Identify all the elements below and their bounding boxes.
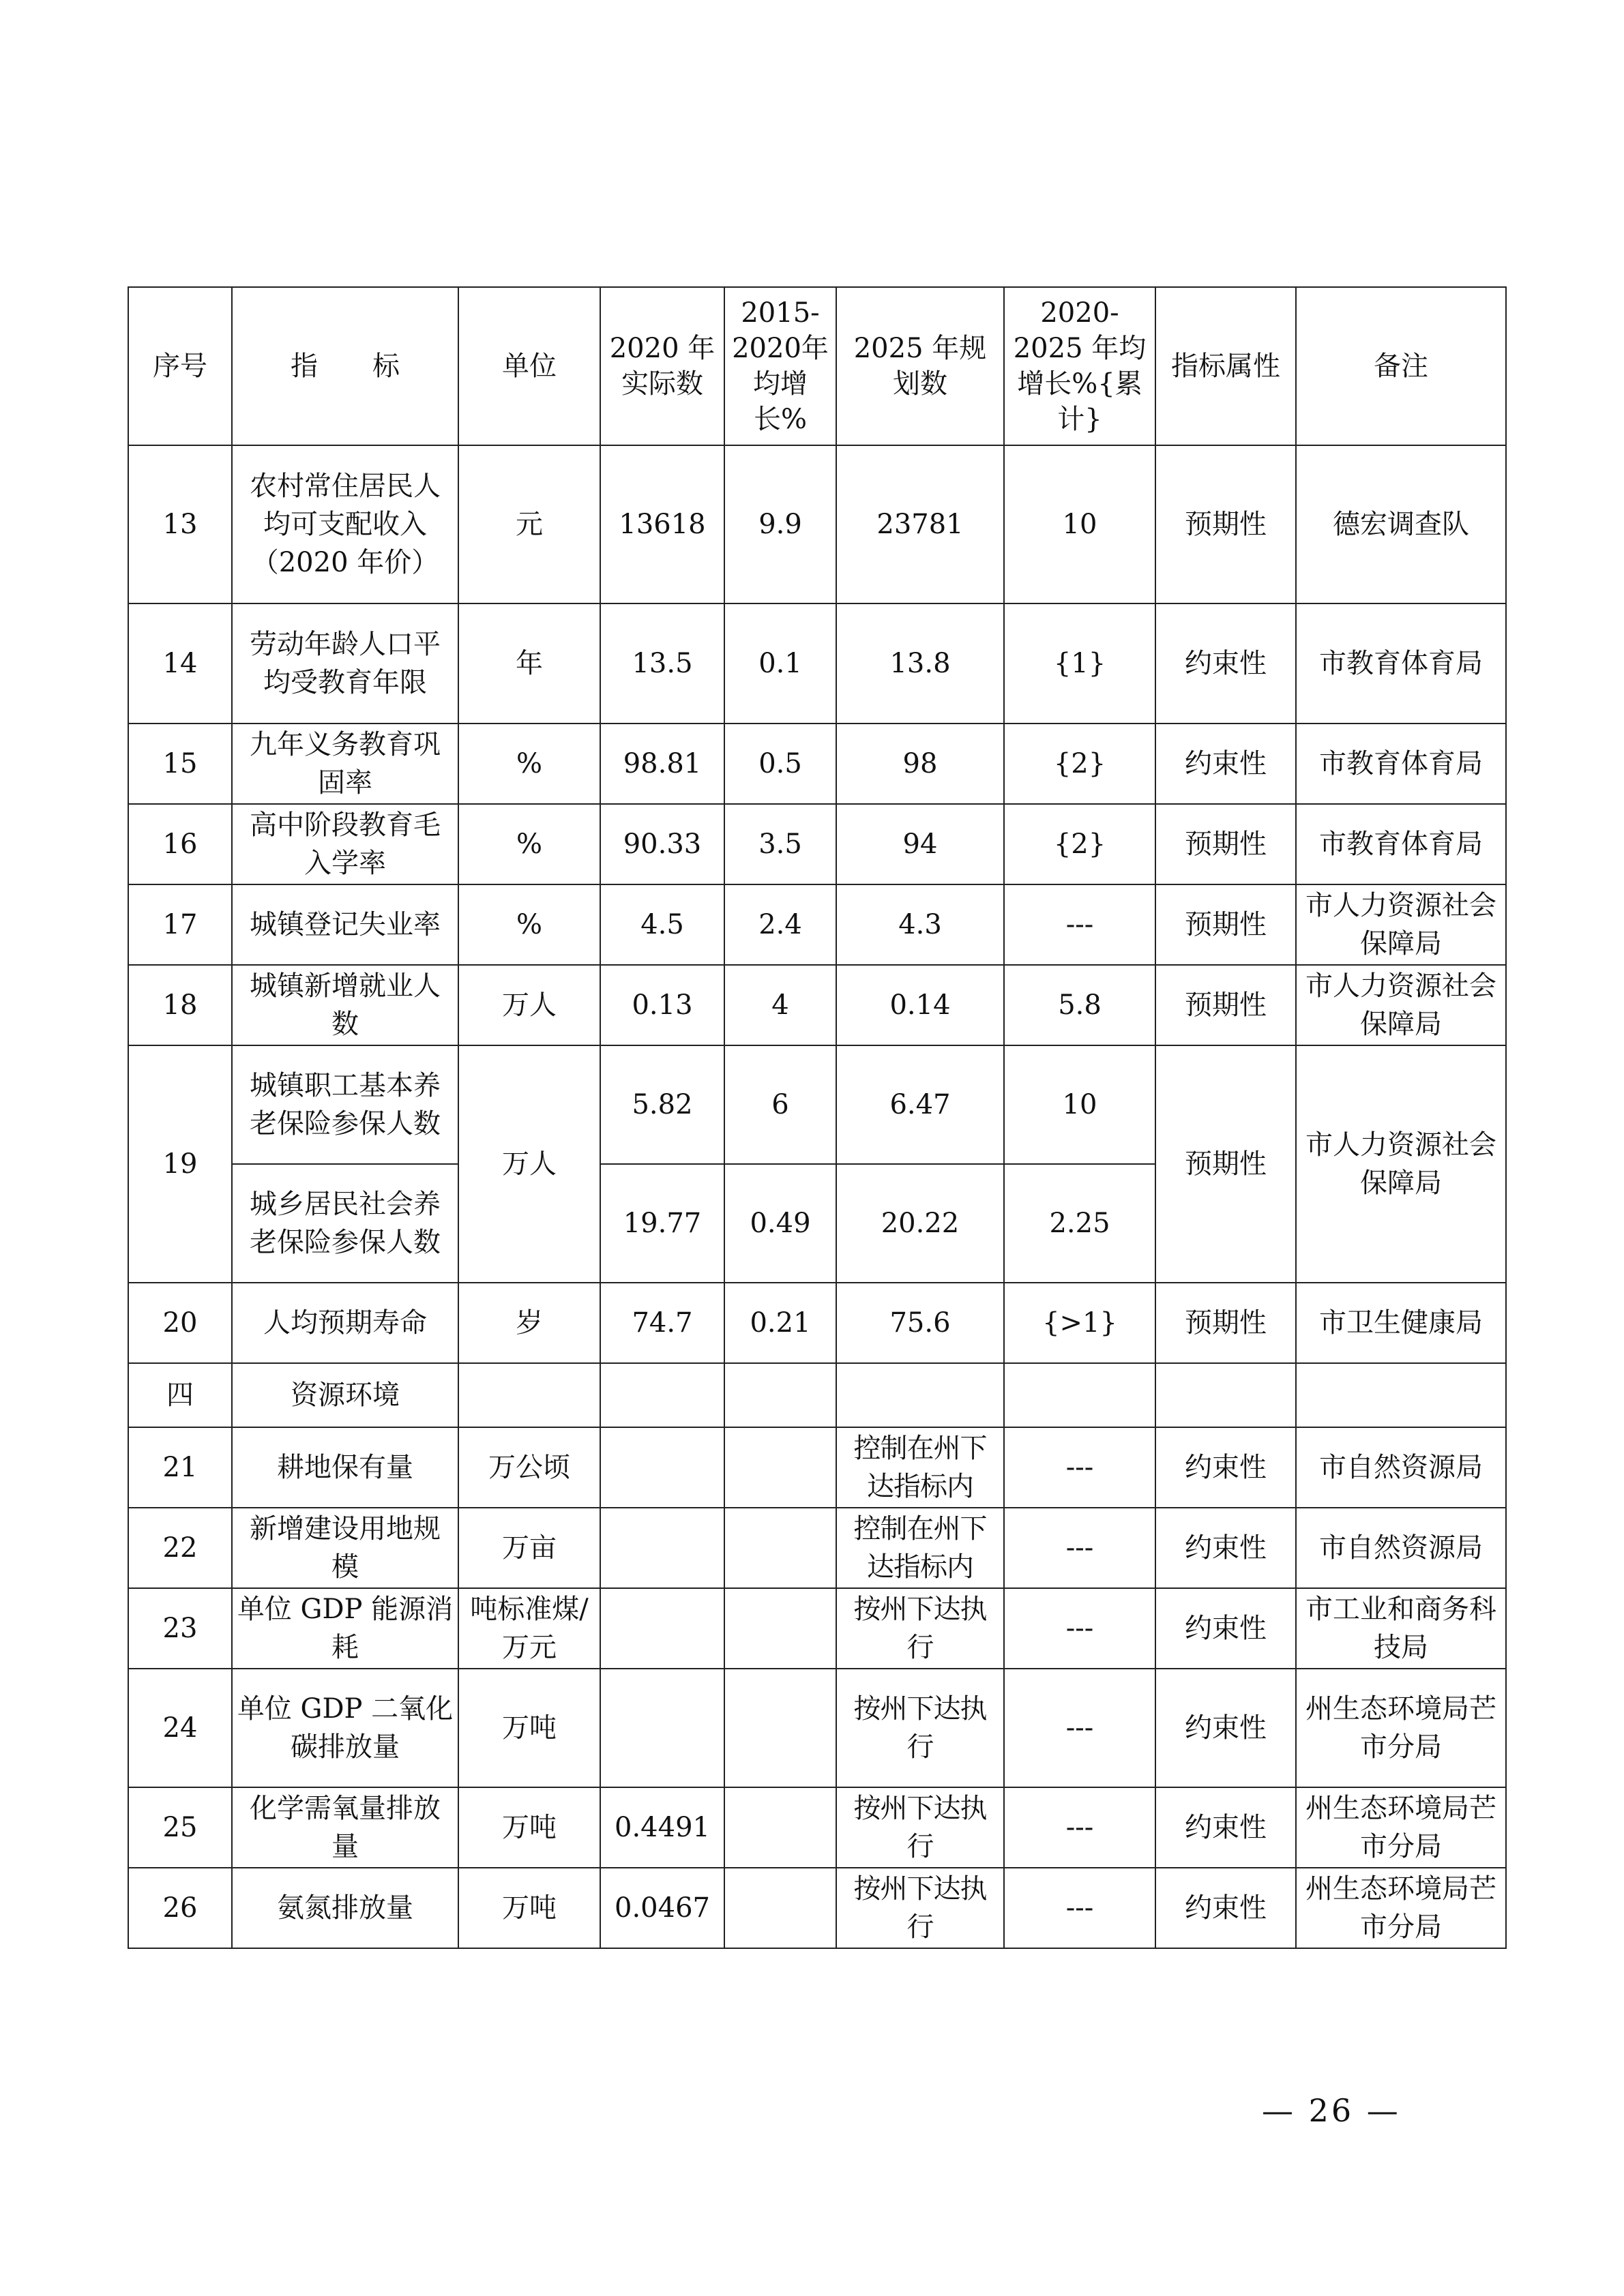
cell-note: 市人力资源社会保障局 (1296, 884, 1506, 965)
cell-note: 州生态环境局芒市分局 (1296, 1669, 1506, 1787)
cell-unit: 万吨 (458, 1787, 600, 1868)
cell-actual: 0.0467 (600, 1868, 724, 1948)
cell-attribute: 预期性 (1155, 804, 1296, 884)
cell-indicator: 人均预期寿命 (232, 1283, 458, 1363)
cell-plan: 75.6 (836, 1283, 1004, 1363)
cell-growth: 0.49 (724, 1164, 836, 1283)
header-seq: 序号 (128, 287, 232, 445)
section-seq: 四 (128, 1363, 232, 1427)
cell-growth2: {2} (1004, 724, 1155, 804)
cell-note: 市自然资源局 (1296, 1508, 1506, 1588)
cell-growth (724, 1868, 836, 1948)
cell-seq: 13 (128, 445, 232, 603)
cell-attribute: 约束性 (1155, 1787, 1296, 1868)
cell-note: 市人力资源社会保障局 (1296, 965, 1506, 1045)
table-row (128, 1588, 1506, 1669)
cell-plan: 按州下达执行 (836, 1868, 1004, 1948)
cell-indicator: 单位 GDP 能源消耗 (232, 1588, 458, 1669)
cell-actual (600, 1669, 724, 1787)
cell-attribute: 预期性 (1155, 445, 1296, 603)
cell-unit: 万公顷 (458, 1427, 600, 1508)
cell-actual: 13.5 (600, 603, 724, 724)
cell-actual: 98.81 (600, 724, 724, 804)
header-actual-2020: 2020 年实际数 (600, 287, 724, 445)
cell-growth2: {>1} (1004, 1283, 1155, 1363)
table-row (128, 724, 1506, 804)
cell-seq: 15 (128, 724, 232, 804)
cell-plan: 98 (836, 724, 1004, 804)
cell-indicator: 单位 GDP 二氧化碳排放量 (232, 1669, 458, 1787)
cell-growth2: --- (1004, 1669, 1155, 1787)
cell-unit: 年 (458, 603, 600, 724)
cell-indicator: 九年义务教育巩固率 (232, 724, 458, 804)
cell-unit: % (458, 884, 600, 965)
cell-attribute: 约束性 (1155, 1868, 1296, 1948)
cell-indicator: 高中阶段教育毛入学率 (232, 804, 458, 884)
page-number: — 26 — (1262, 2092, 1401, 2129)
cell-unit: 元 (458, 445, 600, 603)
cell-note: 市教育体育局 (1296, 724, 1506, 804)
cell-seq: 25 (128, 1787, 232, 1868)
cell-growth (724, 1427, 836, 1508)
cell-growth: 0.1 (724, 603, 836, 724)
cell-growth: 3.5 (724, 804, 836, 884)
cell-actual (600, 1427, 724, 1508)
cell-seq: 23 (128, 1588, 232, 1669)
cell-unit: 岁 (458, 1283, 600, 1363)
cell-attribute: 预期性 (1155, 1283, 1296, 1363)
cell-growth: 0.21 (724, 1283, 836, 1363)
empty-cell (836, 1363, 1004, 1427)
header-row (128, 287, 1506, 445)
cell-unit: 万吨 (458, 1868, 600, 1948)
cell-unit: 万亩 (458, 1508, 600, 1588)
cell-actual: 0.4491 (600, 1787, 724, 1868)
table-row (128, 1045, 1506, 1164)
cell-note: 市工业和商务科技局 (1296, 1588, 1506, 1669)
empty-cell (724, 1363, 836, 1427)
table-row (128, 1283, 1506, 1363)
cell-growth: 6 (724, 1045, 836, 1164)
cell-seq: 21 (128, 1427, 232, 1508)
cell-seq: 20 (128, 1283, 232, 1363)
cell-note: 市自然资源局 (1296, 1427, 1506, 1508)
cell-growth2: 5.8 (1004, 965, 1155, 1045)
section-title: 资源环境 (232, 1363, 458, 1427)
cell-actual: 90.33 (600, 804, 724, 884)
cell-plan: 按州下达执行 (836, 1787, 1004, 1868)
cell-indicator: 化学需氧量排放量 (232, 1787, 458, 1868)
cell-indicator: 农村常住居民人均可支配收入（2020 年价） (232, 445, 458, 603)
header-growth-2020-2025: 2020-2025 年均增长%{累计} (1004, 287, 1155, 445)
cell-growth2: {1} (1004, 603, 1155, 724)
cell-growth: 4 (724, 965, 836, 1045)
cell-seq: 17 (128, 884, 232, 965)
cell-plan: 4.3 (836, 884, 1004, 965)
empty-cell (600, 1363, 724, 1427)
cell-growth2: --- (1004, 1427, 1155, 1508)
cell-growth (724, 1669, 836, 1787)
cell-growth (724, 1508, 836, 1588)
table-row (128, 1868, 1506, 1948)
empty-cell (458, 1363, 600, 1427)
cell-growth2: --- (1004, 1868, 1155, 1948)
header-growth-2015-2020: 2015-2020年均增长% (724, 287, 836, 445)
cell-attribute: 约束性 (1155, 603, 1296, 724)
cell-unit: 万吨 (458, 1669, 600, 1787)
cell-seq: 26 (128, 1868, 232, 1948)
cell-growth2: --- (1004, 1508, 1155, 1588)
cell-actual: 19.77 (600, 1164, 724, 1283)
empty-cell (1004, 1363, 1155, 1427)
cell-indicator: 劳动年龄人口平均受教育年限 (232, 603, 458, 724)
cell-growth2: --- (1004, 1588, 1155, 1669)
cell-note: 市卫生健康局 (1296, 1283, 1506, 1363)
cell-actual: 4.5 (600, 884, 724, 965)
table-row (128, 1669, 1506, 1787)
table-row (128, 965, 1506, 1045)
cell-unit: % (458, 804, 600, 884)
cell-actual: 13618 (600, 445, 724, 603)
cell-growth2: 10 (1004, 445, 1155, 603)
header-note: 备注 (1296, 287, 1506, 445)
cell-seq: 22 (128, 1508, 232, 1588)
cell-plan: 94 (836, 804, 1004, 884)
cell-attribute: 预期性 (1155, 1045, 1296, 1283)
cell-unit: 万人 (458, 965, 600, 1045)
cell-growth: 2.4 (724, 884, 836, 965)
cell-actual: 5.82 (600, 1045, 724, 1164)
cell-actual: 74.7 (600, 1283, 724, 1363)
cell-attribute: 约束性 (1155, 1588, 1296, 1669)
cell-growth (724, 1588, 836, 1669)
cell-indicator: 城镇新增就业人数 (232, 965, 458, 1045)
empty-cell (1296, 1363, 1506, 1427)
table-row (128, 445, 1506, 603)
cell-growth2: --- (1004, 884, 1155, 965)
cell-attribute: 约束性 (1155, 724, 1296, 804)
cell-plan: 按州下达执行 (836, 1588, 1004, 1669)
cell-attribute: 约束性 (1155, 1669, 1296, 1787)
cell-plan: 控制在州下达指标内 (836, 1427, 1004, 1508)
cell-plan: 按州下达执行 (836, 1669, 1004, 1787)
cell-note: 州生态环境局芒市分局 (1296, 1787, 1506, 1868)
header-indicator: 指 标 (232, 287, 458, 445)
cell-indicator: 城镇登记失业率 (232, 884, 458, 965)
cell-note: 德宏调查队 (1296, 445, 1506, 603)
section-row (128, 1363, 1506, 1427)
cell-plan: 0.14 (836, 965, 1004, 1045)
header-attribute: 指标属性 (1155, 287, 1296, 445)
header-plan-2025: 2025 年规划数 (836, 287, 1004, 445)
cell-attribute: 约束性 (1155, 1427, 1296, 1508)
cell-seq: 18 (128, 965, 232, 1045)
cell-attribute: 预期性 (1155, 965, 1296, 1045)
cell-note: 市教育体育局 (1296, 603, 1506, 724)
cell-attribute: 约束性 (1155, 1508, 1296, 1588)
cell-plan: 控制在州下达指标内 (836, 1508, 1004, 1588)
cell-indicator: 氨氮排放量 (232, 1868, 458, 1948)
cell-indicator: 新增建设用地规模 (232, 1508, 458, 1588)
cell-seq: 16 (128, 804, 232, 884)
cell-growth2: 2.25 (1004, 1164, 1155, 1283)
table-row (128, 1508, 1506, 1588)
cell-indicator: 城镇职工基本养老保险参保人数 (232, 1045, 458, 1164)
cell-note: 州生态环境局芒市分局 (1296, 1868, 1506, 1948)
indicator-table (128, 286, 1507, 1949)
empty-cell (1155, 1363, 1296, 1427)
cell-plan: 6.47 (836, 1045, 1004, 1164)
cell-unit: 万人 (458, 1045, 600, 1283)
cell-actual (600, 1508, 724, 1588)
table-row (128, 603, 1506, 724)
cell-actual (600, 1588, 724, 1669)
table-row (128, 1427, 1506, 1508)
cell-growth2: --- (1004, 1787, 1155, 1868)
cell-attribute: 预期性 (1155, 884, 1296, 965)
cell-seq: 19 (128, 1045, 232, 1283)
cell-growth: 0.5 (724, 724, 836, 804)
header-unit: 单位 (458, 287, 600, 445)
cell-growth (724, 1787, 836, 1868)
cell-growth: 9.9 (724, 445, 836, 603)
cell-plan: 20.22 (836, 1164, 1004, 1283)
cell-unit: % (458, 724, 600, 804)
cell-unit: 吨标准煤/万元 (458, 1588, 600, 1669)
cell-actual: 0.13 (600, 965, 724, 1045)
table-row (128, 884, 1506, 965)
cell-indicator: 城乡居民社会养老保险参保人数 (232, 1164, 458, 1283)
cell-indicator: 耕地保有量 (232, 1427, 458, 1508)
table-row (128, 804, 1506, 884)
cell-growth2: 10 (1004, 1045, 1155, 1164)
cell-seq: 14 (128, 603, 232, 724)
cell-plan: 13.8 (836, 603, 1004, 724)
cell-note: 市教育体育局 (1296, 804, 1506, 884)
cell-plan: 23781 (836, 445, 1004, 603)
cell-seq: 24 (128, 1669, 232, 1787)
cell-note: 市人力资源社会保障局 (1296, 1045, 1506, 1283)
cell-growth2: {2} (1004, 804, 1155, 884)
table-row (128, 1787, 1506, 1868)
